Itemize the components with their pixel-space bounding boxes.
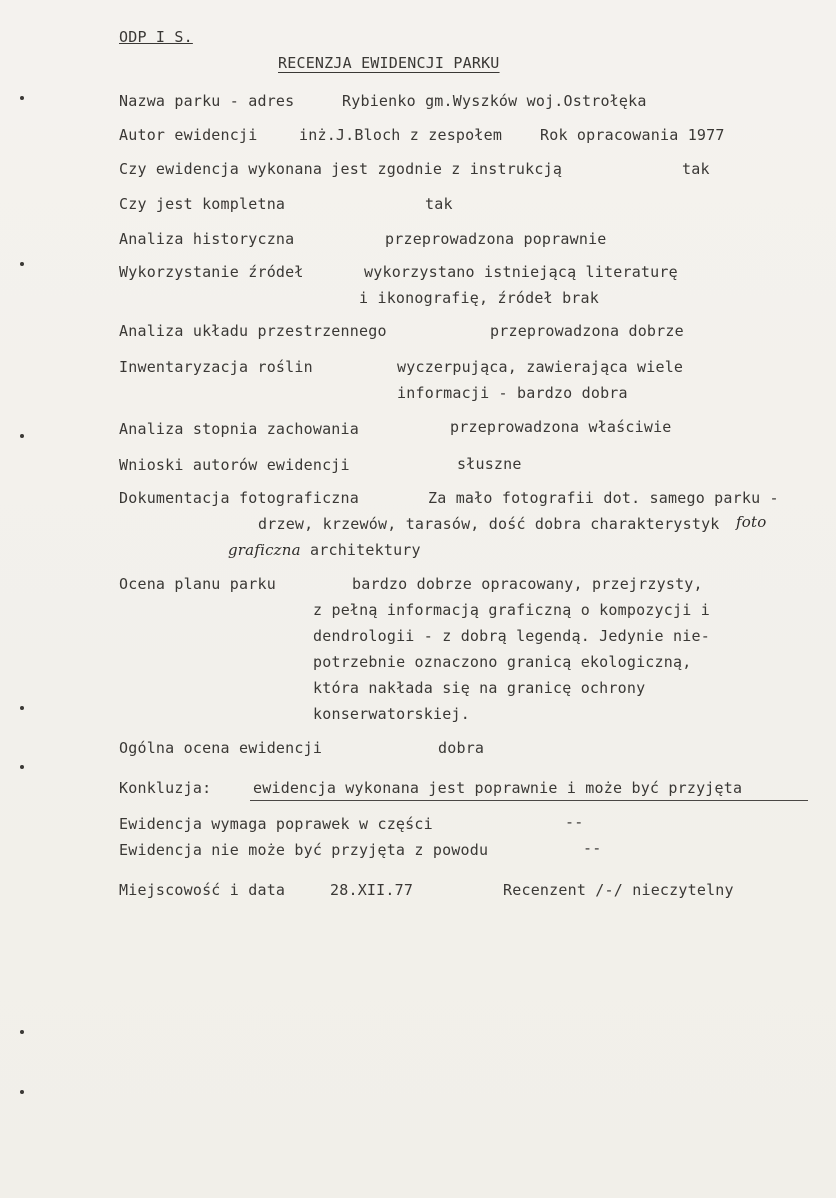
row-value-plan-5: która nakłada się na granicę ochrony bbox=[313, 679, 646, 697]
row-value-plan-6: konserwatorskiej. bbox=[313, 705, 470, 723]
row-value-zgodnie: tak bbox=[682, 160, 710, 178]
punch-mark bbox=[20, 1030, 24, 1034]
punch-mark bbox=[20, 765, 24, 769]
row-label-wnioski: Wnioski autorów ewidencji bbox=[119, 456, 350, 474]
row-label-kompletna: Czy jest kompletna bbox=[119, 195, 286, 213]
row-label-historyczna: Analiza historyczna bbox=[119, 230, 295, 248]
row-value-plan-1: bardzo dobrze opracowany, przejrzysty, bbox=[352, 575, 703, 593]
row-value-plan-2: z pełną informacją graficzną o kompozycji i bbox=[313, 601, 710, 619]
row-label-foto: Dokumentacja fotograficzna bbox=[119, 489, 359, 507]
row-label-miejsce: Miejscowość i data bbox=[119, 881, 286, 899]
punch-mark bbox=[20, 1090, 24, 1094]
konkluzja-underline bbox=[250, 800, 808, 801]
row-value-uklad: przeprowadzona dobrze bbox=[490, 322, 684, 340]
row-value-nazwa: Rybienko gm.Wyszków woj.Ostrołęka bbox=[342, 92, 647, 110]
handwritten-insertion-foto: foto bbox=[736, 513, 767, 531]
row-label-poprawki: Ewidencja wymaga poprawek w części bbox=[119, 815, 433, 833]
row-value-rosliny-2: informacji - bardzo dobra bbox=[397, 384, 628, 402]
row-label-zachowanie: Analiza stopnia zachowania bbox=[119, 420, 359, 438]
row-value-historyczna: przeprowadzona poprawnie bbox=[385, 230, 607, 248]
row-value-zachowanie: przeprowadzona właściwie bbox=[450, 418, 672, 436]
punch-mark bbox=[20, 262, 24, 266]
row-label-konkluzja: Konkluzja: bbox=[119, 779, 212, 797]
document-reference: ODP I S. bbox=[119, 28, 193, 46]
document-title: RECENZJA EWIDENCJI PARKU bbox=[278, 54, 500, 72]
row-value-plan-3: dendrologii - z dobrą legendą. Jedynie nie- bbox=[313, 627, 710, 645]
punch-mark bbox=[20, 434, 24, 438]
row-value-kompletna: tak bbox=[425, 195, 453, 213]
row-value-plan-4: potrzebnie oznaczono granicą ekologiczną, bbox=[313, 653, 692, 671]
row-label-nazwa: Nazwa parku - adres bbox=[119, 92, 295, 110]
row-label-recenzent: Recenzent /-/ nieczytelny bbox=[503, 881, 734, 899]
row-value-konkluzja: ewidencja wykonana jest poprawnie i może być przyjęta bbox=[253, 779, 743, 797]
row-value-miejsce: 28.XII.77 bbox=[330, 881, 414, 899]
row-label-zrodla: Wykorzystanie źródeł bbox=[119, 263, 304, 281]
row-value-foto-2: drzew, krzewów, tarasów, dość dobra charakterystyk bbox=[258, 515, 720, 533]
punch-mark bbox=[20, 96, 24, 100]
row-label-plan: Ocena planu parku bbox=[119, 575, 276, 593]
row-value-poprawki: -- bbox=[565, 813, 584, 831]
row-label-autor: Autor ewidencji bbox=[119, 126, 258, 144]
row-value-rosliny-1: wyczerpująca, zawierająca wiele bbox=[397, 358, 684, 376]
row-label-rok: Rok opracowania 1977 bbox=[540, 126, 725, 144]
row-value-foto-1: Za mało fotografii dot. samego parku - bbox=[428, 489, 779, 507]
punch-mark bbox=[20, 706, 24, 710]
row-label-ogolna: Ogólna ocena ewidencji bbox=[119, 739, 323, 757]
row-value-foto-3: architektury bbox=[310, 541, 421, 559]
row-label-odrzucenie: Ewidencja nie może być przyjęta z powodu bbox=[119, 841, 489, 859]
row-value-odrzucenie: -- bbox=[583, 839, 602, 857]
row-label-zgodnie: Czy ewidencja wykonana jest zgodnie z instrukcją bbox=[119, 160, 563, 178]
row-value-zrodla-2: i ikonografię, źródeł brak bbox=[359, 289, 599, 307]
row-value-wnioski: słuszne bbox=[457, 455, 522, 473]
row-value-autor: inż.J.Bloch z zespołem bbox=[299, 126, 503, 144]
row-value-zrodla-1: wykorzystano istniejącą literaturę bbox=[364, 263, 678, 281]
row-value-ogolna: dobra bbox=[438, 739, 485, 757]
row-label-uklad: Analiza układu przestrzennego bbox=[119, 322, 387, 340]
handwritten-insertion-graficzna: graficzna bbox=[228, 541, 301, 559]
row-label-rosliny: Inwentaryzacja roślin bbox=[119, 358, 313, 376]
